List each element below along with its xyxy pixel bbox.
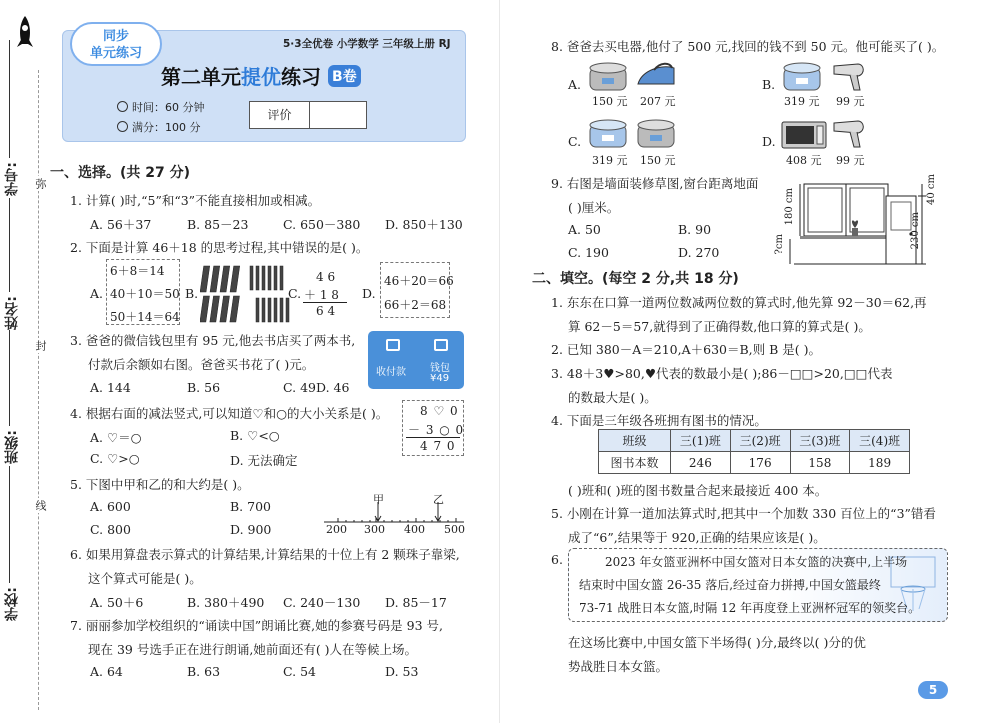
card-amount: ¥49 — [430, 373, 450, 384]
iron-icon — [634, 60, 678, 90]
student-id-label: 学号: — [4, 162, 20, 196]
q6-text-line1: 6. 如果用算盘表示算式的计算结果,计算结果的十位上有 2 颗珠子靠梁, — [70, 547, 460, 562]
table-header: 三(1)班 — [671, 430, 731, 452]
price: 99 元 — [836, 95, 865, 108]
q9-option[interactable]: C. 190 — [568, 245, 609, 260]
jia-label: 甲 — [373, 493, 384, 506]
section2-title: 二、填空。(每空 2 分,共 18 分) — [532, 271, 739, 287]
book-count-table — [598, 429, 910, 474]
dim-230: 230 cm — [910, 212, 921, 250]
q7-text-line1: 7. 丽丽参加学校组织的“诵读中国”朗诵比赛,她的参赛号码是 93 号, — [70, 618, 443, 633]
price: 319 元 — [784, 95, 820, 108]
news-box — [568, 548, 948, 622]
q9-option[interactable]: B. 90 — [678, 222, 712, 237]
q2-c-row: ＋ 1 8 — [304, 288, 339, 302]
q4-option[interactable]: A. ♡＝○ — [90, 430, 142, 445]
q3-text-line2: 付款后余额如右图。爸爸买书花了( )元。 — [88, 357, 315, 372]
q2-d-line: 46＋20＝66 — [384, 274, 454, 288]
f1-line2: 算 62－5＝57,就得到了正确得数,他口算的算式是( )。 — [568, 319, 871, 334]
full-marks-info: 满分：100 分 — [117, 119, 201, 135]
yi-label: 乙 — [433, 493, 444, 506]
time-info: 时间：60 分钟 — [117, 99, 205, 115]
dim-180: 180 cm — [784, 188, 795, 226]
card-right-label: 钱包 — [430, 363, 450, 374]
volume-badge: B卷 — [328, 65, 361, 87]
q2-c-row: 6 4 — [316, 304, 336, 318]
f6-line1: 在这场比赛中,中国女篮下半场得( )分,最终以( )分的优 — [568, 635, 866, 650]
seal-word: 封 — [34, 340, 47, 351]
q8-option-c[interactable]: C. — [568, 134, 582, 149]
table-cell: 176 — [730, 452, 790, 474]
hair-dryer-icon — [830, 60, 870, 92]
price: 150 元 — [640, 154, 676, 167]
q7-text-line2: 现在 39 号选手正在进行朗诵,她前面还有( )人在等候上场。 — [88, 642, 418, 657]
table-header-row — [599, 430, 910, 452]
table-row — [599, 452, 910, 474]
table-cell: 158 — [790, 452, 850, 474]
q2-option-b[interactable]: B. — [185, 286, 199, 301]
q2-a-line: 6＋8＝14 — [110, 264, 165, 278]
rice-cooker-icon — [634, 115, 678, 149]
evaluation-box[interactable] — [249, 101, 367, 129]
q5-option[interactable]: B. 700 — [230, 499, 271, 514]
dim-40: 40 cm — [926, 174, 937, 205]
page-number: 5 — [918, 681, 948, 699]
q2-option-d[interactable]: D. — [362, 286, 376, 301]
rice-cooker-icon — [586, 58, 630, 92]
tick-label: 500 — [444, 523, 465, 536]
f4-text: 4. 下面是三年级各班拥有图书的情况。 — [551, 413, 767, 428]
q7-option[interactable]: B. 63 — [187, 664, 221, 679]
series-label: 5·3全优卷 小学数学 三年级上册 RJ — [283, 38, 451, 50]
microwave-icon — [780, 118, 828, 150]
evaluation-label: 评价 — [250, 102, 310, 128]
wall-sketch-diagram — [780, 178, 950, 270]
sync-unit-badge: 同步 单元练习 — [70, 22, 162, 66]
q2-a-line: 50＋14＝64 — [110, 310, 180, 324]
q8-text: 8. 爸爸去买电器,他付了 500 元,找回的钱不到 50 元。他可能买了( )。 — [551, 39, 945, 54]
q1-option[interactable]: A. 56＋37 — [90, 217, 152, 232]
wallet-icon — [434, 339, 448, 351]
rice-cooker-icon — [780, 58, 824, 92]
q6-option[interactable]: D. 85－17 — [385, 595, 447, 610]
scan-icon — [386, 339, 400, 351]
rice-cooker-icon — [586, 115, 630, 149]
q9-option[interactable]: A. 50 — [568, 222, 601, 237]
f5-line1: 5. 小刚在计算一道加法算式时,把其中一个加数 330 百位上的“3”错看 — [551, 506, 936, 521]
q6-option[interactable]: B. 380＋490 — [187, 595, 265, 610]
q2-d-line: 66＋2＝68 — [384, 298, 447, 312]
seal-word: 弥 — [34, 178, 47, 189]
q5-text: 5. 下图中甲和乙的和大约是( )。 — [70, 477, 250, 492]
q2-text: 2. 下面是计算 46＋18 的思考过程,其中错误的是( )。 — [70, 240, 369, 255]
q4-row: 8 ♡ 0 — [420, 404, 459, 418]
tick-label: 400 — [404, 523, 425, 536]
q3-option[interactable]: C. 49 — [283, 380, 316, 395]
q6-option[interactable]: C. 240－130 — [283, 595, 361, 610]
q8-option-d[interactable]: D. — [762, 134, 776, 149]
q4-option[interactable]: C. ♡>○ — [90, 451, 140, 466]
section1-title: 一、选择。(共 27 分) — [50, 165, 191, 181]
news-line: 73-71 战胜日本女篮,时隔 12 年再度登上亚洲杯冠军的领奖台。 — [579, 601, 921, 615]
q8-option-a[interactable]: A. — [568, 77, 582, 92]
price: 207 元 — [640, 95, 676, 108]
q4-option[interactable]: B. ♡<○ — [230, 428, 280, 443]
q9-text-line1: 9. 右图是墙面装修草图,窗台距离地面 — [551, 176, 759, 191]
q6-text-line2: 这个算式可能是( )。 — [88, 571, 202, 586]
q7-option[interactable]: A. 64 — [90, 664, 123, 679]
news-line: 2023 年女篮亚洲杯中国女篮对日本女篮的决赛中,上半场 — [605, 555, 908, 569]
table-cell: 189 — [850, 452, 910, 474]
q2-c-row: 4 6 — [316, 270, 336, 284]
q4-row: － 3 ○ 0 — [408, 423, 465, 437]
q5-option[interactable]: C. 800 — [90, 522, 131, 537]
q9-option[interactable]: D. 270 — [678, 245, 720, 260]
f5-line2: 成了“6”,结果等于 920,正确的结果应该是( )。 — [568, 530, 826, 545]
q6-option[interactable]: A. 50＋6 — [90, 595, 144, 610]
table-header: 班级 — [599, 430, 671, 452]
q2-a-line: 40＋10＝50 — [110, 287, 180, 301]
table-header: 三(4)班 — [850, 430, 910, 452]
q3-option[interactable]: D. 46 — [316, 380, 350, 395]
q4-row: 4 7 0 — [420, 439, 456, 453]
page-title: 第二单元提优练习 B卷 — [161, 61, 361, 90]
tick-label: 300 — [364, 523, 385, 536]
q5-option[interactable]: A. 600 — [90, 499, 131, 514]
price: 319 元 — [592, 154, 628, 167]
price: 408 元 — [786, 154, 822, 167]
q1-option[interactable]: B. 85－23 — [187, 217, 249, 232]
q2-option-a[interactable]: A. — [90, 286, 104, 301]
f3-line2: 的数最大是( )。 — [568, 390, 657, 405]
table-cell: 图书本数 — [599, 452, 671, 474]
q5-option[interactable]: D. 900 — [230, 522, 272, 537]
q1-text: 1. 计算( )时,“5”和“3”不能直接相加或相减。 — [70, 193, 321, 208]
price: 99 元 — [836, 154, 865, 167]
q4-text: 4. 根据右面的减法竖式,可以知道♡和○的大小关系是( )。 — [70, 406, 389, 421]
rocket-icon — [14, 14, 36, 54]
counting-sticks-image — [200, 264, 296, 326]
tick-label: 200 — [326, 523, 347, 536]
class-label: 班级: — [4, 430, 20, 464]
q7-option[interactable]: D. 53 — [385, 664, 419, 679]
f6-number: 6. — [551, 552, 563, 567]
name-label: 姓名: — [4, 296, 20, 330]
q3-option[interactable]: B. 56 — [187, 380, 221, 395]
card-left-label: 收付款 — [376, 367, 406, 378]
binding-margin — [0, 0, 47, 723]
q7-option[interactable]: C. 54 — [283, 664, 316, 679]
f4-after: ( )班和( )班的图书数量合起来最接近 400 本。 — [568, 483, 828, 498]
table-header: 三(2)班 — [730, 430, 790, 452]
q8-option-b[interactable]: B. — [762, 77, 776, 92]
plant-icon — [852, 220, 858, 236]
news-line: 结束时中国女篮 26-35 落后,经过奋力拼搏,中国女篮最终 — [579, 578, 881, 592]
q2-option-c[interactable]: C. — [288, 286, 302, 301]
q1-option[interactable]: D. 850＋130 — [385, 217, 463, 232]
q3-text-line1: 3. 爸爸的微信钱包里有 95 元,他去书店买了两本书, — [70, 333, 356, 348]
seal-word: 线 — [34, 500, 47, 511]
price: 150 元 — [592, 95, 628, 108]
f2-text: 2. 已知 380－A＝210,A＋630＝B,则 B 是( )。 — [551, 342, 821, 357]
f1-line1: 1. 东东在口算一道两位数减两位数的算式时,他先算 92－30＝62,再 — [551, 295, 927, 310]
hair-dryer-icon — [830, 117, 870, 149]
check-icon — [117, 121, 128, 132]
clock-icon — [117, 101, 128, 112]
f3-line1: 3. 48＋3♥>80,♥代表的数最小是( );86－□□>20,□□代表 — [551, 366, 893, 381]
q1-option[interactable]: C. 650－380 — [283, 217, 361, 232]
q3-option[interactable]: A. 144 — [90, 380, 131, 395]
school-label: 学校: — [4, 587, 20, 621]
table-cell: 246 — [671, 452, 731, 474]
dim-unknown: ?cm — [774, 234, 785, 255]
f6-line2: 势战胜日本女篮。 — [568, 659, 669, 674]
q9-text-line2: ( )厘米。 — [568, 200, 620, 215]
wallet-card-image — [368, 331, 464, 389]
table-header: 三(3)班 — [790, 430, 850, 452]
q4-option[interactable]: D. 无法确定 — [230, 453, 298, 468]
